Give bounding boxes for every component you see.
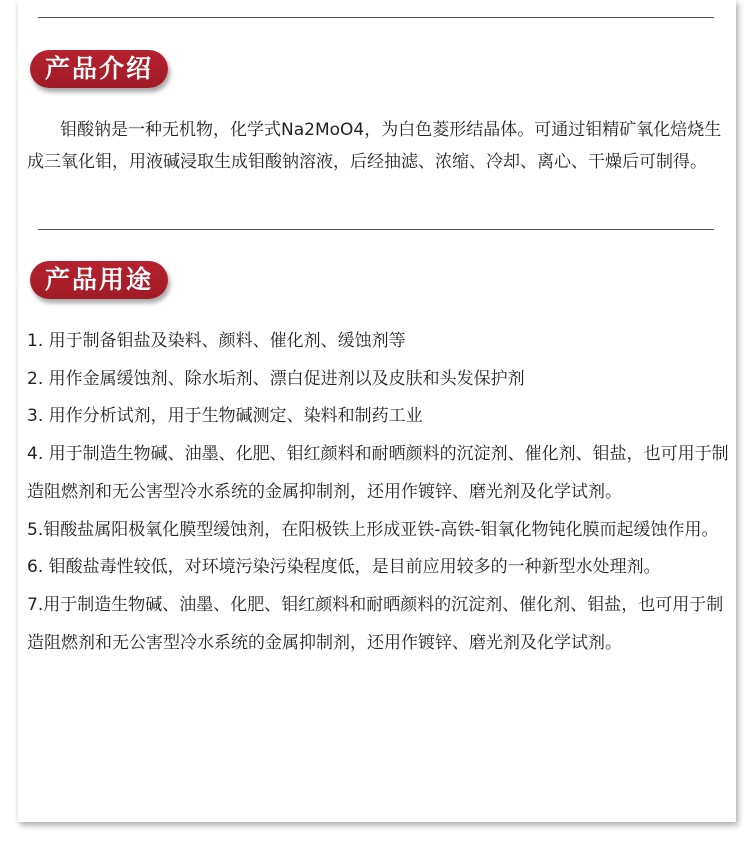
uses-list-item: 5.钼酸盐属阳极氧化膜型缓蚀剂，在阳极铁上形成亚铁-高铁-钼氧化物钝化膜而起缓蚀作用。 — [27, 519, 719, 540]
uses-list-item: 6. 钼酸盐毒性较低，对环境污染污染程度低，是目前应用较多的一种新型水处理剂。 — [27, 557, 661, 578]
uses-list-item: 4. 用于制造生物碱、油墨、化肥、钼红颜料和耐晒颜料的沉淀剂、催化剂、钼盐，也可用于制造阻燃剂和无公害型冷水系统的金属抑制剂，还用作镀锌、磨光剂及化学试剂。 — [27, 444, 729, 502]
middle-divider — [38, 229, 714, 230]
top-divider — [38, 17, 714, 18]
uses-list-item: 1. 用于制备钼盐及染料、颜料、催化剂、缓蚀剂等 — [27, 331, 406, 351]
uses-list-item: 2. 用作金属缓蚀剂、除水垢剂、漂白促进剂以及皮肤和头发保护剂 — [27, 368, 525, 389]
section-title-uses: 产品用途 — [30, 261, 168, 299]
uses-list-item: 3. 用作分析试剂，用于生物碱测定、染料和制药工业 — [27, 406, 423, 427]
uses-list-item: 7.用于制造生物碱、油墨、化肥、钼红颜料和耐晒颜料的沉淀剂、催化剂、钼盐，也可用于制造阻燃剂和无公害型冷水系统的金属抑制剂，还用作镀锌、磨光剂及化学试剂。 — [27, 594, 724, 653]
uses-list — [27, 323, 730, 662]
intro-paragraph: 钼酸钠是一种无机物，化学式Na2MoO4，为白色菱形结晶体。可通过钼精矿氧化焙烧生成三氧化钼，用液碱浸取生成钼酸钠溶液，后经抽滤、浓缩、冷却、离心、干燥后可制得。 — [27, 120, 722, 172]
section-title-intro: 产品介绍 — [30, 50, 168, 88]
